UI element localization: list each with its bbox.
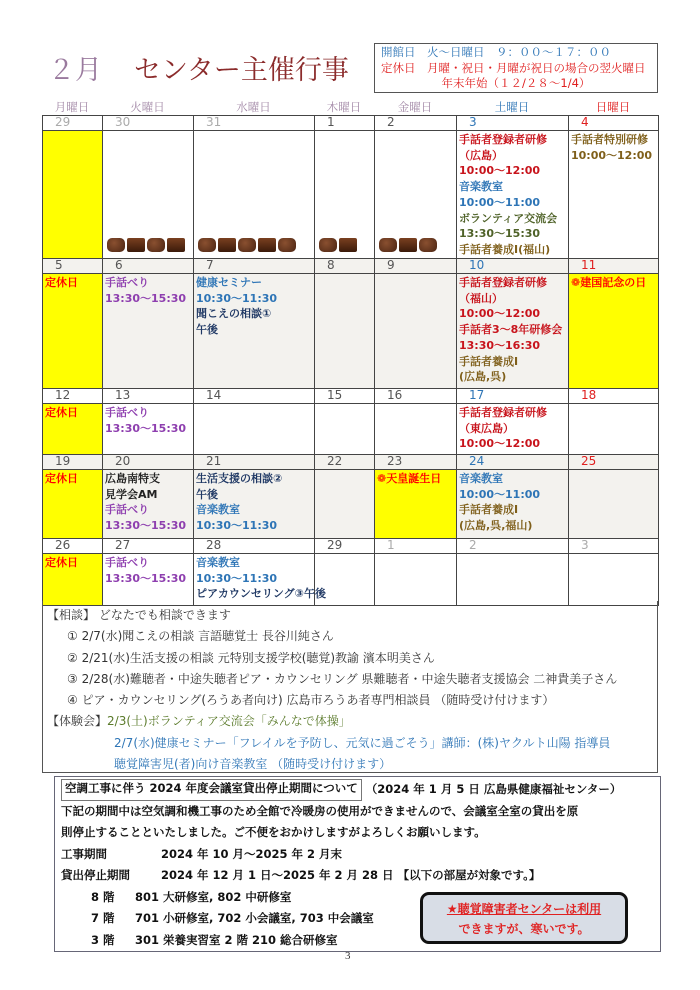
consult-item: ② 2/21(水)生活支援の相談 元特別支援学校(聴覚)教諭 濱本明美さん — [67, 650, 435, 665]
day-cell[interactable] — [103, 404, 194, 455]
experience-item: 2/3(土)ボランティア交流会「みんなで体操」 — [107, 714, 351, 729]
day-number: 28 — [194, 539, 315, 554]
day-number: 23 — [375, 455, 457, 470]
day-number: 1 — [315, 116, 375, 131]
event-line: 音楽教室 — [196, 556, 240, 569]
event-line: 手話者特別研修 — [571, 133, 648, 146]
event-line: 10:30～11:30 — [196, 571, 278, 585]
day-number: 5 — [43, 259, 103, 274]
new-year-holiday: 年末年始（１２/２８～1/4） — [441, 76, 591, 90]
event-line: 10:00～11:00 — [459, 487, 541, 501]
day-number: 12 — [43, 389, 103, 404]
day-cell[interactable] — [103, 274, 194, 389]
page-number: 3 — [345, 950, 351, 962]
weekday-header: 金曜日 — [397, 100, 433, 114]
opening-hours-box — [374, 43, 658, 93]
day-cell[interactable] — [569, 554, 659, 606]
day-number: 24 — [457, 455, 569, 470]
day-number: 26 — [43, 539, 103, 554]
weekday-header: 火曜日 — [130, 100, 165, 114]
month-label: ２月 — [48, 55, 102, 86]
consult-item: ④ ピア・カウンセリング(ろうあ者向け) 広島市ろうあ者専門相談員 （随時受け付けます） — [67, 693, 555, 708]
day-number: 11 — [569, 259, 659, 274]
chocolate-illustration — [198, 238, 296, 252]
event-line: 13:30～16:30 — [459, 338, 541, 352]
event-line: 定休日 — [45, 556, 78, 569]
open-days: 開館日 火～日曜日 ９：００～１７：００ — [381, 45, 611, 59]
event-line: 音楽教室 — [459, 180, 503, 194]
event-line: 見学会AM — [105, 487, 158, 501]
weekday-header: 月曜日 — [54, 100, 90, 114]
weekday-header: 日曜日 — [595, 100, 631, 114]
notice-body: 則停止することといたしました。ご不便をおかけしますがよろしくお願いします。 — [61, 825, 486, 839]
day-cell[interactable] — [194, 554, 326, 606]
week-number-row — [43, 455, 659, 470]
day-cell[interactable] — [194, 274, 315, 389]
day-number: 31 — [194, 116, 315, 131]
consultation-box — [42, 601, 658, 773]
event-line: 10:00～12:00 — [459, 164, 541, 178]
day-number: 17 — [457, 389, 569, 404]
notice-body: 下記の期間中は空気調和機工事のため全館で冷暖房の使用ができませんので、会議室全室の貸出を原 — [61, 803, 579, 818]
day-number: 1 — [375, 539, 457, 554]
event-line: 手話者登録者研修 — [459, 276, 547, 289]
event-line: 広島南特支 — [105, 472, 160, 485]
day-number: 21 — [194, 455, 315, 470]
day-number: 20 — [103, 455, 194, 470]
callout-line: ★聴覚障害者センターは利用 — [446, 902, 602, 916]
day-cell[interactable] — [457, 470, 569, 539]
page-title — [48, 48, 349, 87]
event-line: 10:00～11:00 — [459, 195, 541, 209]
day-cell[interactable] — [569, 404, 659, 455]
stop-period-label: 貸出停止期間 — [61, 868, 130, 882]
notice-title: 空調工事に伴う 2024 年度会議室貸出停止期間について — [61, 779, 362, 801]
week-number-row — [43, 539, 659, 554]
floor-label: 8 階 — [91, 889, 115, 904]
experience-item: 聴覚障害児(者)向け音楽教室 （随時受け付けます） — [114, 757, 392, 772]
closed-days: 定休日 月曜・祝日・月曜が祝日の場合の翌火曜日 — [381, 60, 646, 75]
day-cell[interactable] — [375, 404, 457, 455]
day-number: 2 — [457, 539, 569, 554]
event-line: 音楽教室 — [459, 472, 503, 485]
chocolate-illustration — [379, 238, 437, 252]
day-cell[interactable] — [315, 554, 375, 606]
week-events-row — [43, 470, 659, 539]
event-line: ❁建国記念の日 — [571, 276, 647, 289]
week-events-row — [43, 554, 659, 606]
week-number-row — [43, 259, 659, 274]
event-line: ボランティア交流会 — [459, 211, 558, 225]
day-number: 3 — [569, 539, 659, 554]
event-line: 10:00～12:00 — [459, 307, 541, 321]
event-line: 手話者登録者研修 — [459, 133, 547, 146]
day-cell[interactable] — [315, 470, 375, 539]
consult-item: ③ 2/28(水)難聴者・中途失聴者ピア・カウンセリング 県難聴者・中途失聴者支援協会 二神貴美子さん — [67, 671, 618, 686]
event-line: 13:30～15:30 — [105, 421, 187, 435]
day-number: 19 — [43, 455, 103, 470]
day-cell[interactable] — [569, 274, 659, 389]
event-line: 音楽教室 — [196, 503, 240, 517]
day-cell[interactable] — [315, 131, 375, 259]
day-number: 6 — [103, 259, 194, 274]
day-cell[interactable] — [375, 470, 457, 539]
event-line: 午後 — [196, 323, 218, 337]
event-line: 手話べり — [105, 556, 149, 569]
week-events-row — [43, 274, 659, 389]
day-cell[interactable] — [43, 554, 103, 606]
consult-item: ① 2/7(水)聞こえの相談 言語聴覚士 長谷川純さん — [67, 629, 334, 644]
day-number: 14 — [194, 389, 315, 404]
stop-period-value: 2024 年 12 月 1 日～2025 年 2 月 28 日 【以下の部屋が対象です。】 — [161, 868, 541, 882]
weekday-header: 土曜日 — [494, 100, 530, 114]
day-cell[interactable] — [457, 274, 569, 389]
weekday-header: 木曜日 — [326, 100, 362, 114]
callout-line: できますが、寒いです。 — [458, 922, 590, 936]
day-number: 22 — [315, 455, 375, 470]
chocolate-illustration — [107, 238, 185, 252]
event-line: （東広島） — [459, 421, 514, 435]
day-cell[interactable] — [103, 470, 194, 539]
event-line: 10:00～12:00 — [571, 148, 653, 162]
event-line: 手話者養成Ⅰ(福山) — [459, 242, 551, 256]
day-cell[interactable] — [43, 470, 103, 539]
day-cell[interactable] — [43, 404, 103, 455]
event-line: 手話者養成Ⅰ — [459, 354, 519, 368]
day-number: 29 — [315, 539, 375, 554]
day-number: 27 — [103, 539, 194, 554]
day-cell[interactable] — [43, 131, 103, 259]
event-line: （福山） — [459, 291, 503, 305]
day-cell[interactable] — [457, 131, 569, 259]
consult-heading: 【相談】 どなたでも相談できます — [47, 608, 231, 622]
chocolate-illustration — [319, 238, 357, 252]
experience-label: 【体験会】 — [47, 714, 108, 729]
event-line: 手話者3～8年研修会 — [459, 323, 563, 337]
day-number: 16 — [375, 389, 457, 404]
week-number-row — [43, 389, 659, 404]
work-period-value: 2024 年 10 月～2025 年 2 月末 — [161, 846, 343, 861]
day-cell[interactable] — [375, 274, 457, 389]
event-line: 聞こえの相談① — [196, 307, 272, 321]
floor-label: 3 階 — [91, 932, 115, 947]
day-cell[interactable] — [194, 131, 315, 259]
event-line: 定休日 — [45, 276, 78, 289]
notice-source: （2024 年 1 月 5 日 広島県健康福祉センター） — [365, 782, 622, 796]
event-line: 10:30～11:30 — [196, 519, 278, 533]
day-cell[interactable] — [315, 274, 375, 389]
event-line: 定休日 — [45, 406, 78, 419]
event-line: (広島,呉) — [459, 370, 507, 384]
event-line: 13:30～15:30 — [105, 291, 187, 305]
event-line: 生活支援の相談② — [196, 472, 283, 485]
event-line: 手話べり — [105, 503, 149, 517]
event-line: 午後 — [196, 487, 218, 501]
event-line: 手話者養成Ⅰ — [459, 503, 519, 517]
event-line: 13:30～15:30 — [105, 519, 187, 533]
work-period-label: 工事期間 — [61, 846, 107, 861]
title-text: センター主催行事 — [134, 55, 349, 86]
day-number: 13 — [103, 389, 194, 404]
event-line: 13:30～15:30 — [105, 571, 187, 585]
day-cell[interactable] — [103, 131, 194, 259]
day-number: 29 — [43, 116, 103, 131]
event-line: ❁天皇誕生日 — [377, 472, 442, 485]
event-line: 10:30～11:30 — [196, 291, 278, 305]
day-cell[interactable] — [43, 274, 103, 389]
weekday-header: 水曜日 — [236, 100, 271, 114]
day-cell[interactable] — [569, 470, 659, 539]
day-cell[interactable] — [569, 131, 659, 259]
floor-rooms: 301 栄養実習室 2 階 210 総合研修室 — [135, 932, 338, 947]
day-number: 9 — [375, 259, 457, 274]
event-line: （広島） — [459, 148, 503, 162]
event-line: 健康セミナー — [196, 276, 262, 289]
week-number-row — [43, 116, 659, 131]
day-cell[interactable] — [375, 131, 457, 259]
event-line: 13:30～15:30 — [459, 227, 541, 241]
event-line: 定休日 — [45, 472, 78, 485]
day-number: 2 — [375, 116, 457, 131]
event-line: 手話べり — [105, 406, 149, 419]
day-number: 18 — [569, 389, 659, 404]
floor-rooms: 801 大研修室, 802 中研修室 — [135, 889, 292, 904]
event-line: 10:00～12:00 — [459, 437, 541, 451]
week-events-row — [43, 131, 659, 259]
event-line: 手話者登録者研修 — [459, 406, 547, 419]
day-number: 4 — [569, 116, 659, 131]
day-number: 10 — [457, 259, 569, 274]
day-number: 25 — [569, 455, 659, 470]
day-cell[interactable] — [457, 554, 569, 606]
day-number: 8 — [315, 259, 375, 274]
day-cell[interactable] — [457, 404, 569, 455]
day-number: 3 — [457, 116, 569, 131]
week-events-row — [43, 404, 659, 455]
day-cell[interactable] — [375, 554, 457, 606]
day-number: 15 — [315, 389, 375, 404]
day-cell[interactable] — [194, 404, 315, 455]
day-cell[interactable] — [315, 404, 375, 455]
experience-item: 2/7(水)健康セミナー「フレイルを予防し、元気に過ごそう」講師：(株)ヤクルト山陽 指導員 — [114, 735, 611, 750]
day-cell[interactable] — [103, 554, 194, 606]
event-line: ピアカウンセリング③午後 — [196, 587, 326, 601]
center-callout — [420, 892, 628, 944]
floor-rooms: 701 小研修室, 702 小会議室, 703 中会議室 — [135, 911, 374, 925]
floor-label: 7 階 — [91, 911, 115, 925]
day-number: 7 — [194, 259, 315, 274]
day-number: 30 — [103, 116, 194, 131]
calendar-grid — [42, 115, 659, 606]
event-line: (広島,呉,福山) — [459, 519, 533, 533]
day-cell[interactable] — [194, 470, 315, 539]
event-line: 手話べり — [105, 276, 149, 289]
